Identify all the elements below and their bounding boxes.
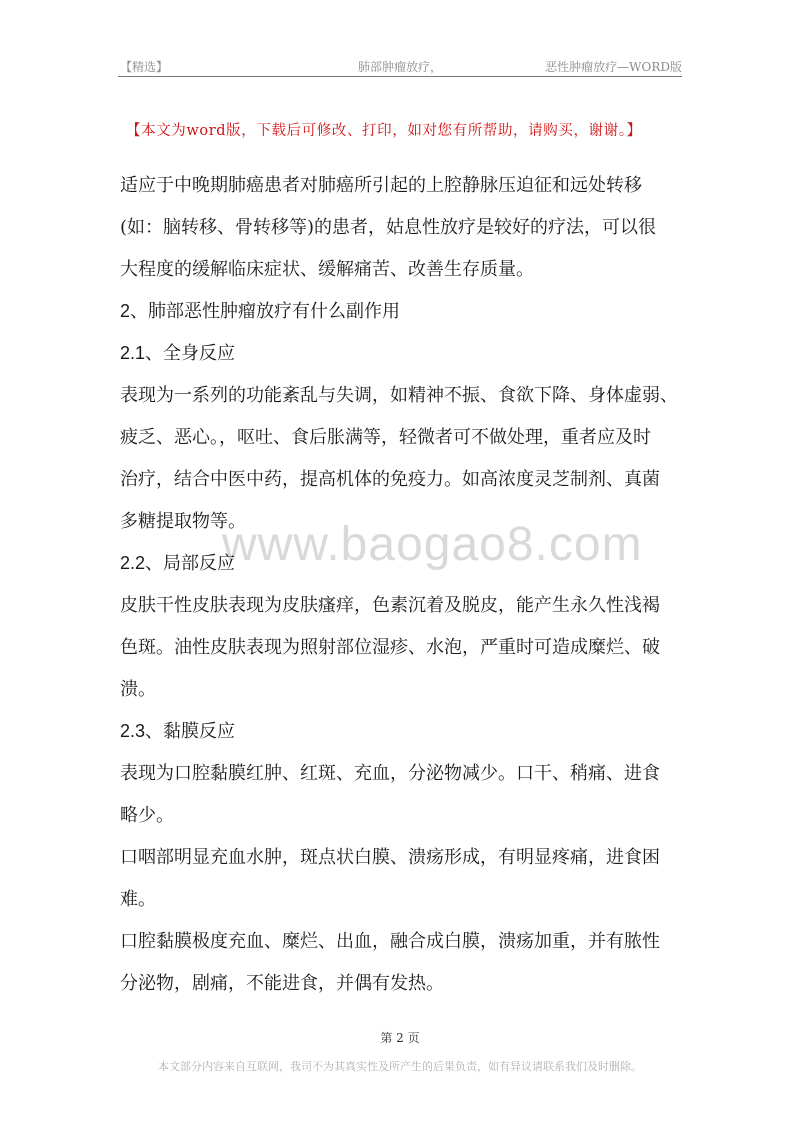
- body-line: 皮肤干性皮肤表现为皮肤瘙痒，色素沉着及脱皮，能产生永久性浅褐: [120, 595, 660, 616]
- page-number: 第 2 页: [380, 1031, 420, 1045]
- body-line: 表现为口腔黏膜红肿、红斑、充血，分泌物减少。口干、稍痛、进食: [120, 763, 660, 784]
- purchase-notice: 【本文为word版，下载后可修改、打印，如对您有所帮助，请购买，谢谢。】: [126, 123, 642, 139]
- header-divider: [118, 76, 682, 77]
- body-line: 疲乏、恶心。，呕吐、食后胀满等，轻微者可不做处理，重者应及时: [120, 427, 651, 448]
- page-header: [118, 56, 682, 76]
- body-line: 口咽部明显充血水肿，斑点状白膜、溃疡形成，有明显疼痛，进食困: [120, 847, 660, 868]
- header-right-title: 恶性肿瘤放疗—WORD版: [545, 60, 682, 74]
- header-center-title: 肺部肿瘤放疗，: [358, 60, 443, 74]
- body-line: (如：脑转移、骨转移等)的患者，姑息性放疗是较好的疗法，可以很: [120, 217, 657, 238]
- section-heading: 2.3、黏膜反应: [120, 721, 236, 741]
- body-line: 难。: [120, 889, 156, 910]
- section-heading: 2、肺部恶性肿瘤放疗有什么副作用: [120, 301, 401, 321]
- body-line: 口腔黏膜极度充血、糜烂、出血，融合成白膜，溃疡加重，并有脓性: [120, 931, 660, 952]
- header-left-label: 【精选】: [120, 60, 169, 74]
- section-heading: 2.2、局部反应: [120, 553, 236, 573]
- body-line: 适应于中晚期肺癌患者对肺癌所引起的上腔静脉压迫征和远处转移: [120, 175, 642, 196]
- body-line: 色斑。油性皮肤表现为照射部位湿疹、水泡，严重时可造成糜烂、破: [120, 637, 660, 658]
- body-line: 分泌物，剧痛，不能进食，并偶有发热。: [120, 973, 444, 994]
- body-line: 溃。: [120, 679, 156, 700]
- watermark-text: www.baogao8.com: [222, 518, 643, 571]
- body-line: 大程度的缓解临床症状、缓解痛苦、改善生存质量。: [120, 259, 534, 280]
- body-line: 多糖提取物等。: [120, 511, 246, 532]
- body-line: 表现为一系列的功能紊乱与失调，如精神不振、食欲下降、身体虚弱、: [120, 385, 678, 406]
- body-line: 略少。: [120, 805, 174, 826]
- body-line: 治疗，结合中医中药，提高机体的免疫力。如高浓度灵芝制剂、真菌: [120, 469, 660, 490]
- section-heading: 2.1、全身反应: [120, 343, 236, 363]
- footer-disclaimer: 本文部分内容来自互联网，我司不为其真实性及所产生的后果负责，如有异议请联系我们及时删除。: [158, 1060, 642, 1073]
